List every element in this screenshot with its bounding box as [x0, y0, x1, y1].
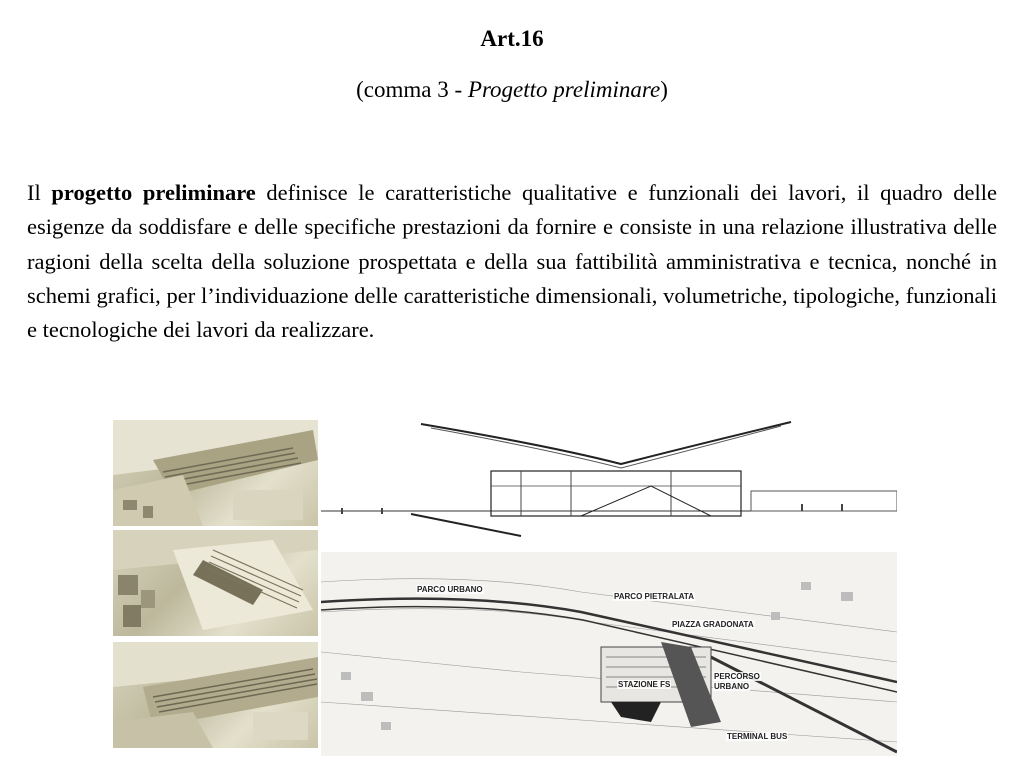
paragraph-lead: Il — [27, 180, 52, 205]
label-urbano: URBANO — [714, 682, 750, 691]
model-photo-1 — [113, 420, 318, 526]
model-photo-2 — [113, 530, 318, 636]
label-parco-urbano: PARCO URBANO — [417, 585, 483, 594]
subtitle-suffix: ) — [660, 77, 668, 102]
project-figure — [113, 416, 897, 756]
label-terminal-bus: TERMINAL BUS — [727, 732, 788, 741]
label-stazione-fs: STAZIONE FS — [618, 680, 671, 689]
label-percorso: PERCORSO — [714, 672, 760, 681]
site-plan-drawing — [321, 552, 897, 756]
subtitle-italic: Progetto preliminare — [467, 77, 661, 102]
cross-section-drawing — [321, 416, 897, 549]
article-paragraph — [27, 176, 997, 347]
paragraph-bold-term: progetto preliminare — [51, 180, 256, 205]
slide-title: Art.16 — [480, 26, 544, 51]
label-parco-pietralata: PARCO PIETRALATA — [614, 592, 694, 601]
model-photo-3 — [113, 642, 318, 748]
label-piazza-gradonata: PIAZZA GRADONATA — [672, 620, 754, 629]
subtitle-prefix: (comma 3 - — [356, 77, 468, 102]
slide-subtitle — [0, 77, 1024, 103]
paragraph-rest: definisce le caratteristiche qualitative e funzionali dei lavori, il quadro delle esigenze da soddisfare e delle specifiche prestazioni da fornire e consiste in una relazione illustrativa delle ragioni della scelta della soluzione prospettata e della sua fattibilità amministrativa e tecnica, nonché in schemi grafici, per l’individuazione delle caratteristiche dimensionali, volumetriche, tipologiche, funzionali e tecnologiche dei lavori da realizzare. — [27, 180, 997, 343]
